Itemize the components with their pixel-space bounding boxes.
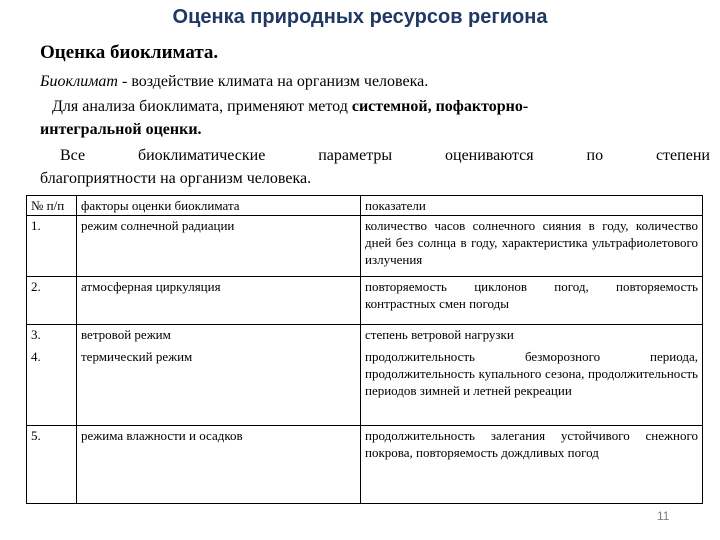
table-row xyxy=(27,277,703,325)
definition-paragraph xyxy=(40,72,428,92)
header-indicators: показатели xyxy=(361,196,703,216)
header-factors: факторы оценки биоклимата xyxy=(77,196,361,216)
row-indicator: продолжительность залегания устойчивого снежного покрова, повторяемость дождливых погод xyxy=(361,426,703,504)
params-word: степени xyxy=(655,147,710,164)
params-word: Все xyxy=(60,147,86,164)
row-factor: режима влажности и осадков xyxy=(77,426,361,504)
row-factor: режим солнечной радиации xyxy=(77,216,361,277)
row-factor-group xyxy=(77,325,361,426)
table-row xyxy=(27,325,703,426)
params-word: биоклиматические xyxy=(137,147,266,164)
row-number: 5. xyxy=(27,426,77,504)
params-word: оцениваются xyxy=(445,147,534,164)
row-indicator: степень ветровой нагрузки xyxy=(365,327,514,342)
analysis-paragraph-line2 xyxy=(40,120,202,140)
row-indicator-group xyxy=(361,325,703,426)
table-header-row xyxy=(27,196,703,216)
page-number: 11 xyxy=(657,509,670,523)
row-number: 1. xyxy=(27,216,77,277)
section-heading: Оценка биоклимата. xyxy=(40,42,219,63)
row-factor: атмосферная циркуляция xyxy=(77,277,361,325)
row-number: 2. xyxy=(27,277,77,325)
analysis-method-part1: системной, пофакторно- xyxy=(351,98,529,115)
row-indicator: продолжительность безморозного периода, продолжительность купального сезона, продолжительность периодов зимней и летней рекреации xyxy=(365,349,698,398)
row-number: 3. xyxy=(31,327,41,342)
params-word: по xyxy=(586,147,604,164)
params-paragraph-line1 xyxy=(60,146,710,166)
row-factor: термический режим xyxy=(81,349,193,364)
params-word: параметры xyxy=(318,147,393,164)
analysis-method-part2: интегральной оценки. xyxy=(40,121,202,138)
definition-text: - воздействие климата на организм человека. xyxy=(117,73,429,90)
table-row xyxy=(27,426,703,504)
row-indicator: количество часов солнечного сияния в году, количество дней без солнца в году, характеристика ультрафиолетового излучения xyxy=(361,216,703,277)
definition-term: Биоклимат xyxy=(40,73,118,90)
bioclimate-factors-table xyxy=(26,195,703,504)
row-indicator: повторяемость циклонов погод, повторяемость контрастных смен погоды xyxy=(361,277,703,325)
analysis-paragraph-line1 xyxy=(52,97,528,117)
header-number: № п/п xyxy=(27,196,77,216)
params-paragraph-line2: благоприятности на организм человека. xyxy=(40,170,312,187)
analysis-prefix: Для анализа биоклимата, применяют метод xyxy=(52,98,352,115)
table-row xyxy=(27,216,703,277)
row-number-group xyxy=(27,325,77,426)
row-factor: ветровой режим xyxy=(81,327,171,342)
row-number: 4. xyxy=(31,349,41,364)
slide-title: Оценка природных ресурсов региона xyxy=(172,6,548,28)
